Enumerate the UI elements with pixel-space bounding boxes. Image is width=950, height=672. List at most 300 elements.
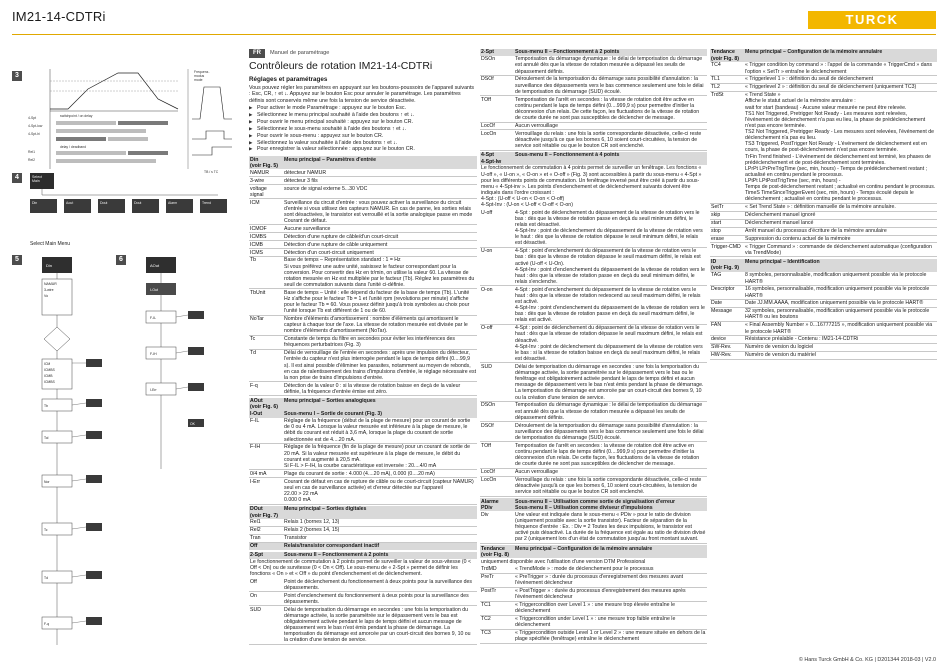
param-description: Relais 1 (bornes 12, 13) xyxy=(283,519,477,526)
param-description: Nombre d'éléments d'amortissement : nombre d'éléments qui amortissent le capteur à chaque tour de l'axe. La vitesse de rotation mesurée est divisée par le nombre d'éléments d'amortissement (NoTar). xyxy=(283,315,477,335)
param-key: Tendance (voir Fig. 8) xyxy=(480,545,514,558)
table-row xyxy=(710,286,937,300)
fig5-node-tol: Tol xyxy=(44,436,49,440)
table-row xyxy=(480,402,707,422)
fig4-button-alarm: Alarm xyxy=(166,199,193,213)
param-key: DOut (voir Fig. 7) xyxy=(249,506,283,519)
table-row xyxy=(480,476,707,496)
table-row xyxy=(710,235,937,243)
fig4-caption: Select Main Menu xyxy=(30,241,71,247)
param-key: TbUnit xyxy=(249,289,283,315)
language-badge: FR xyxy=(249,49,265,58)
param-description: source de signal externe 5...30 VDC xyxy=(283,185,477,199)
table-row xyxy=(710,300,937,308)
param-description: Déclenchement manuel lancé xyxy=(744,219,937,227)
param-key: Rel1 xyxy=(249,519,283,526)
param-key: TOff xyxy=(480,96,514,122)
param-description: Menu principal – Configuration de la mémoire annulaire xyxy=(744,49,937,62)
fig4-button-din: Din xyxy=(30,199,57,213)
param-key: Tc xyxy=(249,335,283,349)
fig6-node-ok: OK xyxy=(190,422,195,426)
param-description: 8 symboles, personnalisable, modification uniquement possible via le protocole HART® xyxy=(744,272,937,286)
param-key: ICM xyxy=(249,199,283,225)
header-divider xyxy=(12,34,936,35)
param-key: Tendance (voir Fig. 8) xyxy=(710,49,744,62)
param-description: « TrendMode » : mode de déclenchement pour le processus xyxy=(514,566,707,573)
table-row xyxy=(249,578,477,592)
param-key: skip xyxy=(710,211,744,219)
param-key: TOff xyxy=(480,442,514,468)
param-description: Menu principal – Sorties analogiques xyxy=(283,398,477,411)
table-row xyxy=(249,241,477,249)
table-row xyxy=(710,211,937,219)
param-description: Surveillance du circuit d'entrée : vous pouvez activer la surveillance du circuit d'entrée si vous utilisez des capteurs NAMUR. En cas de panne, les sorties relais sont désactivées, le transistor est verrouillé et la sortie analogique passe en mode Courant de défaut. xyxy=(283,199,477,225)
param-key: LocOf xyxy=(480,122,514,130)
param-description: « Triggercondition under Level 1 » : une mesure trop faible entraîne le déclenchement xyxy=(514,615,707,629)
figure-5-badge: 5 xyxy=(12,255,22,265)
footer-copyright: © Hans Turck GmbH & Co. KG | D201344 2018-03 | V2.0 xyxy=(798,657,936,664)
param-description: Date JJ.MM.AAAA, modification uniquement possible via le protocole HART® xyxy=(744,300,937,308)
param-key: AOut (voir Fig. 6) xyxy=(249,398,283,411)
param-key: DSOf xyxy=(480,422,514,442)
param-description: Menu principal – Sorties digitales xyxy=(283,506,477,519)
param-key: Div xyxy=(480,511,514,543)
table-row xyxy=(710,76,937,84)
param-description: « Trend State » Affiche le statut actuel de la mémoire annulaire : wait for start (bandeau) - Aucune valeur mesurée ne peut être relevée. TS1 Not Triggered, Pretrigger Not Ready - Les mesures sont relevées, l'événement de déclenchement n'a pas eu lieu, la phase de prédéclenchement n'est pas encore terminée. TS2 Not Triggered, Pretrigger Ready - Les mesures sont relevées, l'événement de déclenchement n'a pas eu lieu. TS3 Triggered, PostTrigger Not Ready - L'événement de déclenchement est en cours, la phase de post-déclenchement n'est pas encore terminée. TrFin Trend finished - L'événement de déclenchement est terminé, les phases de prédéclenchement et de post-déclenchement sont terminées. LPrPt LPrPreTrigTime (sec, min, hours) - Temps de prédéclenchement restant ; actualisé en continu pendant le processus. LPtPt LPtPostTrigTime (sec, min, hours) - Temps de post-déclenchement restant ; actualisé en continu pendant le processus. TimeS TimeSinceTriggerEvent (sec, min, hours) - Temps écoulé depuis le déclenchement ; actualisé en continu pendant le processus. xyxy=(745,92,936,203)
fig5-node-vo: Vo xyxy=(44,294,49,298)
fig3-label-switchpoint: switchpoint / on delay xyxy=(60,114,93,118)
param-key: O-off xyxy=(480,324,514,363)
fig3-label-rel2: Rel2 xyxy=(28,158,35,162)
fig5-node-din: Din xyxy=(46,263,53,268)
section-title: Réglages et paramétrages xyxy=(249,76,328,84)
param-description: « PostTrigger » : durée du processus d'enregistrement des mesures après l'événement déclencheur xyxy=(514,587,707,601)
param-key: TC1 xyxy=(480,601,514,615)
param-key: DSOn xyxy=(480,402,514,422)
param-description: « Triggerlevel 2 » : définition du seuil de déclenchement (uniquement TC3) xyxy=(744,83,937,91)
table-heading-row xyxy=(249,398,477,411)
param-description: « Triggercondition outside Level 1 or Level 2 » : une mesure située en dehors de la plage spécifiée (fenêtrage) entraîne le déclenchement xyxy=(515,630,706,643)
fig4-button-dout-2: Dout xyxy=(132,199,159,213)
document-title: IM21-14-CDTRi xyxy=(12,9,106,24)
param-description: Point de déclenchement du fonctionnement à deux points pour la surveillance des dépassements. xyxy=(283,578,477,592)
steps-list xyxy=(249,105,477,153)
table-row xyxy=(249,606,477,645)
fig6-node-aout: AOut xyxy=(150,263,160,268)
param-key: TAG xyxy=(710,272,744,286)
step-item: ▶ Sélectionnez la valeur souhaitée à l'aide des boutons ↑ et ↓. xyxy=(249,140,477,147)
param-key: Date xyxy=(710,300,744,308)
row-text: Le fonctionnement de commutation à 4 points permet de surveiller un fenêtrage. Les fonctions « U-off », « U-on », « O-on » et « O-off » (Fig. 3) sont accessibles à partir du sous-menu « 4-Spt » pour les différents points de commutation. Un fenêtrage inversé peut être créé à partir du sous-menu « 4-Spt-inv ». Les points d'enclenchement et de déclenchement suivants doivent être indiqués dans l'ordre croissant : 4-Spt : (U-off < U-on < O-on < O-off) 4-Spt-Inv : (U-on < U-off < O-off < O-on) xyxy=(481,165,702,209)
param-description: Aucune surveillance xyxy=(283,225,477,233)
table-row xyxy=(710,227,937,235)
param-key: TC3 xyxy=(480,629,514,643)
table-row xyxy=(480,601,707,615)
table-row xyxy=(480,130,707,150)
param-description: Suppression du contenu actuel de la mémoire xyxy=(744,235,937,243)
table-row xyxy=(249,257,477,289)
param-description: Plage du courant de sortie : 4.000 (4....20 mA), 0.000 (0....20 mA) xyxy=(283,470,477,478)
param-description: Numéro de version du logiciel xyxy=(744,343,937,351)
param-description: « Trigger Command » : commande de déclenchement automatique (configuration via TrendMode) xyxy=(744,243,937,257)
figures-column xyxy=(12,49,237,661)
fig5-node-fq: F-q xyxy=(44,622,50,626)
param-description: Aucun verrouillage xyxy=(514,122,707,130)
param-key: LocOn xyxy=(480,130,514,150)
param-key: I-Err xyxy=(249,478,283,504)
param-description: « Triggercondition over Level 1 » : une mesure trop élevée entraîne le déclenchement xyxy=(514,601,707,615)
param-key: Off xyxy=(249,542,283,549)
table-row xyxy=(480,566,707,573)
table-row xyxy=(249,349,477,381)
parameter-table-a xyxy=(249,156,477,645)
param-description: « Set Trend State » : définition manuelle de la mémoire annulaire. xyxy=(744,203,937,211)
param-key: On xyxy=(249,592,283,606)
param-description: Numéro de version du matériel xyxy=(744,351,937,359)
table-row xyxy=(710,343,937,351)
table-row xyxy=(480,122,707,130)
param-description: Détection d'une rupture de câble/d'un court-circuit xyxy=(283,233,477,241)
table-row xyxy=(480,96,707,122)
param-description: Délai de temporisation du démarrage en secondes : une fois la temporisation du démarrage activée, la sortie paramétrée sur le dépassement vers le bas ou le fenêtrage est obligatoirement activée pendant le laps de temps défini et aucun message de dépassement vers le bas n'est émis pendant la phase de démarrage. La temporisation du démarrage est amorcée par un court-circuit des bornes 9, 10 ou la création d'une tension de service. xyxy=(514,363,707,402)
param-description: Menu principal – Identification xyxy=(744,259,937,272)
fig4-button-dout-1: Dout xyxy=(98,199,125,213)
param-description: Sous-menu II – Fonctionnement à 2 points xyxy=(283,552,477,559)
param-description: Délai de verrouillage de l'entrée en secondes : après une impulsion du détecteur, l'entrée du capteur n'est plus interrogée pendant le laps de temps défini (0....99,9 s). Il est ainsi possible d'éliminer les parasites, notamment au moyen de rebonds, en cas de ralentissement des trains d'impulsions d'entrée, le réglage nécessaire est la non prise de trains d'impulsions d'entrée. xyxy=(284,350,477,381)
param-key: F-IL xyxy=(249,418,283,444)
table-heading-row xyxy=(249,411,477,418)
fig4-display-line-2: Main xyxy=(32,179,40,184)
param-description: Base de temps – Unité : elle dépend du facteur de la base de temps (Tb). L'unité Hz s'affiche pour le facteur Tb = 1 et l'unité rpm (revolutions per minute) s'affiche pour le facteur Tb = 60. Vous pouvez définir jusqu'à trois symboles au choix pour l'unité lorsque Tb est différent de 1 ou de 60. xyxy=(283,289,477,315)
param-key: I-Out xyxy=(249,411,283,418)
table-row xyxy=(710,307,937,321)
table-heading-row xyxy=(480,49,707,56)
param-description: Point d'enclenchement du fonctionnement à deux points pour la surveillance des dépassements. xyxy=(283,592,477,606)
table-row xyxy=(480,468,707,476)
table-row xyxy=(710,91,937,203)
table-row xyxy=(710,203,937,211)
param-key: TL2 xyxy=(710,83,744,91)
fig3-label-delay: delay / deadband xyxy=(60,145,87,149)
param-key: NAMUR xyxy=(249,169,283,176)
param-key: O-on xyxy=(480,286,514,325)
param-description: 4-Spt : point d'enclenchement du dépassement de la vitesse de rotation vers le haut : dès que la vitesse de rotation redescend au seuil maximum défini, le relais est activé. 4-Spt-Inv : point d'enclenchement du dépassement de la vitesse de rotation vers le bas : dès que la vitesse de rotation passe en deçà du seuil maximum défini, le relais est activé. xyxy=(514,286,707,325)
param-key: SUD xyxy=(249,606,283,645)
param-description: détecteur 3 fils xyxy=(283,177,477,185)
param-key: stop xyxy=(710,227,744,235)
step-item: ▶ Pour activer le mode Paramétrage : appuyez sur le bouton Esc. xyxy=(249,105,477,112)
param-key: NoTar xyxy=(249,315,283,335)
table-row xyxy=(249,225,477,233)
table-row xyxy=(480,615,707,629)
step-item: ▶ Pour enregistrer la valeur sélectionnée : appuyez sur le bouton CR. xyxy=(249,146,477,153)
table-row xyxy=(480,209,707,247)
table-row xyxy=(710,243,937,257)
figure-6-badge: 6 xyxy=(116,255,126,265)
fig3-label-4spt-hi: 4-Spt-hi xyxy=(28,132,40,136)
param-description: « Trigger condition by command » : l'appel de la commande « TriggerCmd » dans l'option « SetTr » entraîne le déclenchement xyxy=(744,62,937,76)
text-column-3 xyxy=(710,49,937,360)
table-row xyxy=(249,526,477,534)
fig3-axis-label: TB / s TC xyxy=(204,170,219,174)
text-column-1 xyxy=(249,49,477,645)
param-key: Tran xyxy=(249,534,283,542)
table-row xyxy=(249,249,477,257)
param-key: Trigger-CMD xyxy=(710,243,744,257)
param-description: Sous-menu II – Fonctionnement à 2 points xyxy=(514,49,707,56)
fig5-node-namur: NAMUR xyxy=(44,282,57,286)
fig5-node-3wire: 3-wire xyxy=(44,288,54,292)
table-heading-row xyxy=(249,552,477,559)
figure-5-flow-diagram xyxy=(26,255,126,655)
table-row xyxy=(249,559,477,579)
param-key: U-off xyxy=(480,209,514,247)
param-description: Verrouillage du relais : une fois la sortie correspondante désactivée, celle-ci reste désactivée jusqu'à ce que les bornes 6, 10 soient court-circuitées, la tension de service soit rétablie ou que le bouton CR soit enclenché. xyxy=(514,130,707,150)
param-description: Base de temps – Représentation standard : 1 = Hz Si vous préférez une autre unité, saisissez le facteur correspondant pour la conversion. Pour convertir des Hz en tr/min, on utilise la valeur 60. La vitesse de rotation mesurée en Hz est multipliée par le facteur (Tb). Réglez les paramètres du seuil de commutation suivants dans l'unité ci-définie. xyxy=(283,257,477,289)
param-description: « Triggerlevel 1 » : définition du seuil de déclenchement xyxy=(744,76,937,84)
fig6-node-fil: F-IL xyxy=(150,316,157,320)
table-row xyxy=(480,286,707,325)
table-row xyxy=(480,165,707,209)
figure-6-flow-diagram xyxy=(132,255,232,475)
param-key: F-q xyxy=(249,382,283,396)
fig5-node-td: Td xyxy=(44,576,48,580)
param-key: Td xyxy=(249,349,283,381)
table-heading-row xyxy=(249,506,477,519)
param-key: Message xyxy=(710,307,744,321)
table-row xyxy=(480,76,707,96)
param-key: TC2 xyxy=(480,615,514,629)
table-row xyxy=(480,324,707,363)
param-key: erase xyxy=(710,235,744,243)
fig3-right-label: Frequenz-modus mode xyxy=(194,70,210,82)
param-description: Transistor xyxy=(283,534,477,542)
fig5-node-nor: Nor xyxy=(44,480,50,484)
table-row xyxy=(480,442,707,468)
table-row xyxy=(480,247,707,286)
row-text: Le fonctionnement de commutation à 2 points permet de surveiller la valeur de sous-vitesse (0 < Off < On) ou de survitesse (0 < On < Off). Le sous-menu de « 2-Spt » permet de définir les fonctions « On » et « Off » du point d'enclenchement et de déclenchement. xyxy=(250,559,472,578)
table-row xyxy=(480,56,707,76)
param-key: SetTr xyxy=(710,203,744,211)
table-row xyxy=(249,418,477,444)
table-row xyxy=(249,478,477,504)
table-heading-row xyxy=(480,152,707,165)
param-description: « Final Assembly Number » 0...16777215 », modification uniquement possible via le protocole HART® xyxy=(744,322,937,336)
param-description: « PreTrigger » : durée du processus d'enregistrement des mesures avant l'événement déclencheur xyxy=(514,573,707,587)
parameter-table-c xyxy=(710,49,937,360)
figure-3-badge: 3 xyxy=(12,71,22,81)
param-description: Constante de temps du filtre en secondes pour éviter les interférences des fréquences perturbatrices (Fig. 3) xyxy=(283,335,477,349)
fig6-node-ierr: I-Err xyxy=(150,388,157,392)
table-row xyxy=(710,83,937,91)
figure-4-menu-diagram xyxy=(28,171,236,217)
param-description: 4-Spt : point d'enclenchement du dépassement de la vitesse de rotation vers le bas : dès que la vitesse de rotation dépasse le seuil maximum défini, le relais est activé (U-off < U-On). 4-Spt-Inv : point d'enclenchement du dépassement de la vitesse de rotation vers le haut : dès que la vitesse de rotation passe en deçà du seuil minimum défini, le relais s'enclenche. xyxy=(514,247,707,286)
fig6-node-iout: I-Out xyxy=(150,288,158,292)
fig5-node-tc: Tc xyxy=(44,528,48,532)
param-key: LocOf xyxy=(480,468,514,476)
param-key: HW-Rev. xyxy=(710,351,744,359)
param-description: Sous-menu II – Utilisation comme sortie de signalisation d'erreur Sous-menu II – Utilisation comme diviseur d'impulsions xyxy=(514,498,707,511)
param-description: Sous-menu I – Sortie de courant (Fig. 3) xyxy=(283,411,477,418)
param-description: Relais/transistor correspondant inactif xyxy=(283,542,477,549)
param-key: ICMOF xyxy=(249,225,283,233)
table-row xyxy=(480,629,707,643)
param-key: TC4 xyxy=(710,62,744,76)
fig4-button-trend: Trend xyxy=(200,199,227,213)
param-key: TrdMD xyxy=(480,566,514,573)
param-description: Temporisation de l'arrêt en secondes : la vitesse de rotation doit être active en continu pendant le laps de temps défini (0....999,9 s) pour permettre d'initier la déconnexion d'un relais. De cette façon, les fluctuations de la vitesse de rotation de courte durée ne sont pas susceptibles de déclencher de message. xyxy=(514,442,707,468)
table-row xyxy=(249,289,477,315)
param-key: LocOn xyxy=(480,476,514,496)
param-key: ID (voir Fig. 9) xyxy=(710,259,744,272)
param-description: Délai de temporisation du démarrage en secondes : une fois la temporisation du démarrage activée, la sortie paramétrée sur le dépassement vers le bas est obligatoirement activée pendant le laps de temps défini et aucun message de dépassement vers le bas n'est émis pendant la phase de démarrage. La temporisation du démarrage est amorcée par un court-circuit des bornes 9, 10 ou la création d'une tension de service. xyxy=(283,606,477,645)
table-row xyxy=(710,62,937,76)
param-key: DSOf xyxy=(480,76,514,96)
param-key: Off xyxy=(249,578,283,592)
table-row xyxy=(249,534,477,542)
param-description: 32 symboles, personnalisable, modification uniquement possible via le protocole HART® ou les boutons xyxy=(744,307,937,321)
table-row xyxy=(249,335,477,349)
param-description: Résistance préalable - Contenu : IM21-14-CDTRi xyxy=(744,336,937,344)
param-key: 2-Spt xyxy=(480,49,514,56)
param-key: Alarme PDiv xyxy=(480,498,514,511)
step-item: ▶ Pour ouvrir le sous-menu : appuyez sur le bouton CR. xyxy=(249,133,477,140)
table-row xyxy=(249,519,477,526)
text-column-2 xyxy=(480,49,707,644)
param-key: ICMS xyxy=(249,249,283,257)
param-description: Courant de défaut en cas de rupture de câble ou de court-circuit (capteur NAMUR) seul en cas de surveillance activée) et d'erreur détectée sur l'appareil 22.00 > 22 mA 0.000 0 mA xyxy=(283,478,477,504)
param-key: TrdSt xyxy=(710,91,744,203)
fig5-node-icmbs: ICMBS xyxy=(44,368,55,372)
parameter-table-b xyxy=(480,49,707,644)
param-key: PreTr xyxy=(480,573,514,587)
param-key: ICMB xyxy=(249,241,283,249)
param-description: Une valeur est indiquée dans le sous-menu « PDiv » pour le ratio de division (uniquement possible avec la sortie transistor). Facteur de séparation de la fréquence d'entrée : Ex. : Div = 2 Toutes les deux impulsions, le transistor est activé puis désactivé. La durée de la fréquence est égale au ratio de division divisé par 2 (uniquement lors d'un état de commutation jusqu'au front montant suivant. xyxy=(515,511,706,543)
table-row xyxy=(249,199,477,225)
param-key: ICMBS xyxy=(249,233,283,241)
figure-4-badge: 4 xyxy=(12,173,22,183)
param-key: device xyxy=(710,336,744,344)
param-key: SUD xyxy=(480,363,514,402)
manual-subtitle: Manuel de paramétrage xyxy=(270,50,330,57)
table-row xyxy=(249,177,477,185)
param-key: F-IH xyxy=(249,444,283,470)
param-description: Déclenchement manuel ignoré xyxy=(744,211,937,219)
param-key: 3-wire xyxy=(249,177,283,185)
param-description: Détection de la valeur 0 : si la vitesse de rotation baisse en deçà de la valeur définie, la fréquence d'entrée émise est zéro. xyxy=(283,382,477,396)
param-description: Sous-menu II – Fonctionnement à 4 points xyxy=(514,152,707,165)
param-key: PostTr xyxy=(480,587,514,601)
param-key: Descriptor xyxy=(710,286,744,300)
fig4-display-line-1: Select xyxy=(32,175,42,179)
param-key: Tb xyxy=(249,257,283,289)
table-heading-row xyxy=(249,542,477,549)
param-description: Relais 2 (bornes 14, 15) xyxy=(283,526,477,534)
table-heading-row xyxy=(710,49,937,62)
page-title: Contrôleurs de rotation IM21-14-CDTRi xyxy=(249,60,433,73)
step-item: ▶ Sélectionnez le sous-menu souhaité à l'aide des boutons ↑ et ↓. xyxy=(249,126,477,133)
intro-paragraph: Vous pouvez régler les paramètres en appuyant sur les boutons-poussoirs de l'appareil suivants : Esc, CR, ↑ et ↓. Appuyez sur le bouton Esc pour annuler le paramétrage. Les paramètres définis sont conservés même une fois la tension de service désactivée. xyxy=(249,84,475,104)
fig6-node-fih: F-IH xyxy=(150,352,157,356)
row-text: uniquement disponible avec l'utilisation d'une version DTM Professional xyxy=(481,558,646,565)
table-heading-row xyxy=(480,498,707,511)
fig3-label-rel1: Rel1 xyxy=(28,150,35,154)
param-description: Temporisation de l'arrêt en secondes : la vitesse de rotation doit être active en continu pendant le laps de temps défini (0....999,9 s) pour permettre d'initier la déconnexion d'un relais. De cette façon, les fluctuations de la vitesse de rotation de courte durée ne sont pas susceptibles de déclencher de message. xyxy=(514,96,707,122)
param-key: 2-Spt xyxy=(249,552,283,559)
fig3-label-4spt: 4-Spt xyxy=(28,116,37,120)
table-row xyxy=(249,470,477,478)
table-row xyxy=(480,511,707,543)
param-description: Détection d'un court-circuit uniquement xyxy=(283,249,477,257)
param-key: FAN xyxy=(710,322,744,336)
fig5-node-icmbs-2: ICMBS xyxy=(44,380,55,384)
table-row xyxy=(710,219,937,227)
param-description: Menu principal – Configuration de la mémoire annulaire xyxy=(514,545,707,558)
fig5-node-tb: Tb xyxy=(44,404,48,408)
table-row xyxy=(480,422,707,442)
table-heading-row xyxy=(480,545,707,558)
param-key: voltage signal xyxy=(249,185,283,199)
param-description: Déroulement de la temporisation du démarrage sans possibilité d'annulation : la surveillance des dépassements vers le bas commence seulement une fois le délai de temporisation du démarrage (SUD) écoulé. xyxy=(514,76,707,96)
table-row xyxy=(249,233,477,241)
param-description: Verrouillage du relais : une fois la sortie correspondante désactivée, celle-ci reste désactivée jusqu'à ce que les bornes 6, 10 soient court-circuitées, la tension de service soit rétablie ou que le bouton CR soit enclenché. xyxy=(514,476,707,496)
param-description: 4-Spt : point de déclenchement du dépassement de la vitesse de rotation vers le haut : dès que la vitesse de rotation dépasse le seuil maximum défini, le relais est désactivé. 4-Spt-Inv : point de déclenchement du dépassement de la vitesse de rotation vers le bas : si la vitesse de rotation baisse en deçà du seuil maximum défini, le relais est désactivé. xyxy=(514,324,707,363)
table-row xyxy=(249,185,477,199)
param-description: Déroulement de la temporisation du démarrage sans possibilité d'annulation : la surveillance des dépassements vers le bas commence seulement une fois le délai de temporisation du démarrage (SUD) écoulé. xyxy=(514,422,707,442)
param-description: Réglage de la fréquence (fin de la plage de mesure) pour un courant de sortie de 20 mA. Si la valeur mesurée est supérieure à la plage de mesure, le débit du courant est augmenté à 20,5 mA. Si F-IL > F-IH, la courbe caractéristique est inversée : 20....4/0 mA xyxy=(283,444,477,470)
table-row xyxy=(249,315,477,335)
param-description: Temporisation du démarrage dynamique : le délai de temporisation du démarrage est annulé dès que la vitesse de rotation mesurée a dépassé les seuils de dépassement définis. xyxy=(514,402,707,422)
fig5-node-icm: ICM xyxy=(44,362,51,366)
param-key: TL1 xyxy=(710,76,744,84)
table-row xyxy=(710,351,937,359)
table-row xyxy=(249,592,477,606)
table-heading-row xyxy=(249,156,477,169)
table-row xyxy=(710,272,937,286)
table-row xyxy=(710,336,937,344)
param-key: U-on xyxy=(480,247,514,286)
param-description: Réglage de la fréquence (début de la plage de mesure) pour un courant de sortie de 0 ou 4 mA. Lorsque la valeur mesurée est inférieure à la plage de mesure, le débit du courant est réduit à 3,6 mA, lorsque la plage du courant de sortie sélectionnée est de 4....20 mA. xyxy=(283,418,477,444)
fig5-node-icmb: ICMB xyxy=(44,374,53,378)
param-key: start xyxy=(710,219,744,227)
turck-logo: TURCK xyxy=(808,11,936,29)
table-row xyxy=(480,363,707,402)
table-row xyxy=(480,573,707,587)
param-description: détecteur NAMUR xyxy=(283,169,477,176)
table-row xyxy=(480,558,707,566)
param-key: 4-Spt 4-Spt-lw xyxy=(480,152,514,165)
param-key: SW-Rev. xyxy=(710,343,744,351)
param-description: Menu principal – Paramètres d'entrée xyxy=(283,156,477,169)
param-description: Temporisation du démarrage dynamique : le délai de temporisation du démarrage est annulé dès que la vitesse de rotation mesurée a dépassé les seuils de dépassement définis. xyxy=(514,56,707,76)
step-item: ▶ Pour ouvrir le menu principal souhaité : appuyez sur le bouton CR. xyxy=(249,119,477,126)
table-row xyxy=(249,444,477,470)
param-description: Arrêt manuel du processus d'écriture de la mémoire annulaire xyxy=(744,227,937,235)
table-row xyxy=(480,587,707,601)
table-row xyxy=(710,322,937,336)
param-description: 16 symboles, personnalisable, modification uniquement possible via le protocole HART® xyxy=(744,286,937,300)
table-row xyxy=(249,382,477,396)
fig4-button-aout: Aout xyxy=(64,199,91,213)
param-description: Aucun verrouillage xyxy=(514,468,707,476)
step-item: ▶ Sélectionnez le menu principal souhaité à l'aide des boutons ↑ et ↓. xyxy=(249,112,477,119)
table-row xyxy=(249,169,477,176)
param-key: Din (voir Fig. 5) xyxy=(249,156,283,169)
fig3-label-4spt-low: 4-Spt-low xyxy=(28,124,43,128)
param-description: 4-Spt : point de déclenchement du dépassement de la vitesse de rotation vers le bas : dès que la vitesse de rotation passe en deçà du seuil minimum défini, le relais est désactivé. 4-Spt-Inv : point de déclenchement du dépassement de la vitesse de rotation vers le haut : dès que la vitesse de rotation dépasse le seuil minimum défini, le relais est désactivé. xyxy=(514,209,707,247)
param-key: DSOn xyxy=(480,56,514,76)
param-key: Rel2 xyxy=(249,526,283,534)
